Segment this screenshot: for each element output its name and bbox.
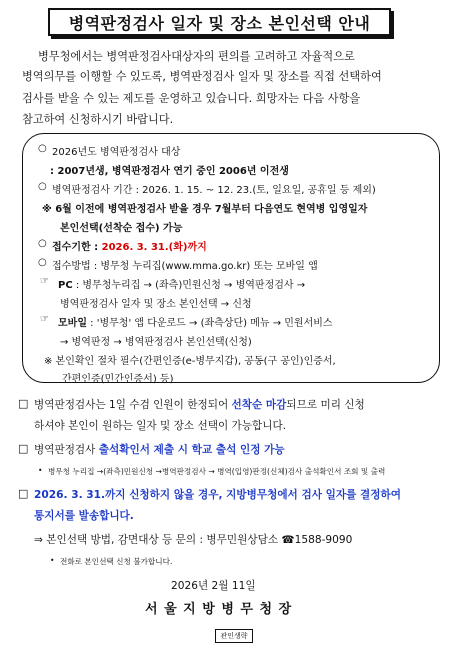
pc-method: PC : 병무청누리집 → (좌측)민원신청 → 병역판정검사 → [58,280,306,291]
mobile-method: 모바일 : '병무청' 앱 다운로드 → (좌측상단) 메뉴 → 민원서비스 [58,318,333,329]
intro-line-3: 검사를 받을 수 있는 제도를 운영하고 있습니다. 희망자는 다음 사항을 [22,92,361,105]
issue-date: 2026년 2월 11일 [171,580,256,592]
note-second: 병역판정검사 출석확인서 제출 시 학교 출석 인정 가능 [34,444,285,456]
bullet-icon: ○ [38,181,47,192]
period-note-1: ※ 6월 이전에 병역판정검사 받을 경우 7월부터 다음연도 현역병 입영일자 [42,204,368,215]
note-third-line-1: 2026. 3. 31.까지 신청하지 않을 경우, 지방병무청에서 검사 일자를 결정하여 [34,489,401,501]
note-second-sub: 병무청 누리집 →(좌측)민원신청 →병역판정검사 → 병역(입영)판정(신체)검사 출석확인서 조회 및 출력 [48,467,386,476]
inquiry-line: ⇒ 본인선택 방법, 감면대상 등 문의 : 병무민원상담소 ☎1588-9090 [34,534,353,546]
target-label: 2026년도 병역판정검사 대상 [52,147,181,158]
target-detail: : 2007년생, 병역판정검사 연기 중인 2006년 이전생 [50,166,289,177]
auth-note-2: 간편인증(민간인증서) 등) [62,374,174,385]
intro-line-4: 참고하여 신청하시기 바랍니다. [22,113,174,126]
pointer-hand-icon: ☞ [40,314,49,325]
mobile-method-line-2: → 병역판정 → 병역판정검사 본인선택(신청) [60,337,252,348]
note-third-line-2: 통지서를 발송합니다. [34,510,134,522]
bullet-icon: ○ [38,257,47,268]
deadline: 접수기한 : 2026. 3. 31.(화)까지 [52,242,207,253]
period-label: 병역판정검사 기간 : 2026. 1. 15. ~ 12. 23.(토, 일요일, 공휴일 등 제외) [52,185,376,196]
pointer-hand-icon: ☞ [40,276,49,287]
document-title: 병역판정검사 일자 및 장소 본인선택 안내 [48,8,391,36]
pc-method-line-2: 병역판정검사 일자 및 장소 본인선택 → 신청 [60,299,252,310]
note-first-line-2: 하셔야 본인이 원하는 일자 및 장소 선택이 가능합니다. [34,420,287,432]
bullet-icon: ○ [38,238,47,249]
intro-line-2: 병역의무를 이행할 수 있도록, 병역판정검사 일자 및 장소를 직접 선택하여 [22,70,382,83]
phone-note: 전화로 본인선택 신청 불가합니다. [60,557,173,566]
bullet-icon: ○ [38,143,47,154]
auth-note-1: ※ 본인확인 절차 필수(간편인증(e-병무지갑), 공동(구 공인)인증서, [44,356,336,367]
checkbox-square-icon: □ [18,442,29,455]
official-seal-stamp: 관인생략 [215,629,253,643]
issuing-office: 서 울 지 방 병 무 청 장 [145,602,293,617]
intro-line-1: 병무청에서는 병역판정검사대상자의 편의를 고려하고 자율적으로 [38,50,355,63]
small-bullet-icon: • [50,556,55,565]
period-note-2: 본인선택(선착순 접수) 가능 [60,223,183,234]
checkbox-square-icon: □ [18,487,29,500]
small-bullet-icon: • [38,466,43,475]
note-first: 병역판정검사는 1일 수검 인원이 한정되어 선착순 마감되므로 미리 신청 [34,399,365,411]
checkbox-square-icon: □ [18,397,29,410]
method-label: 접수방법 : 병무청 누리집(www.mma.go.kr) 또는 모바일 앱 [52,261,318,272]
